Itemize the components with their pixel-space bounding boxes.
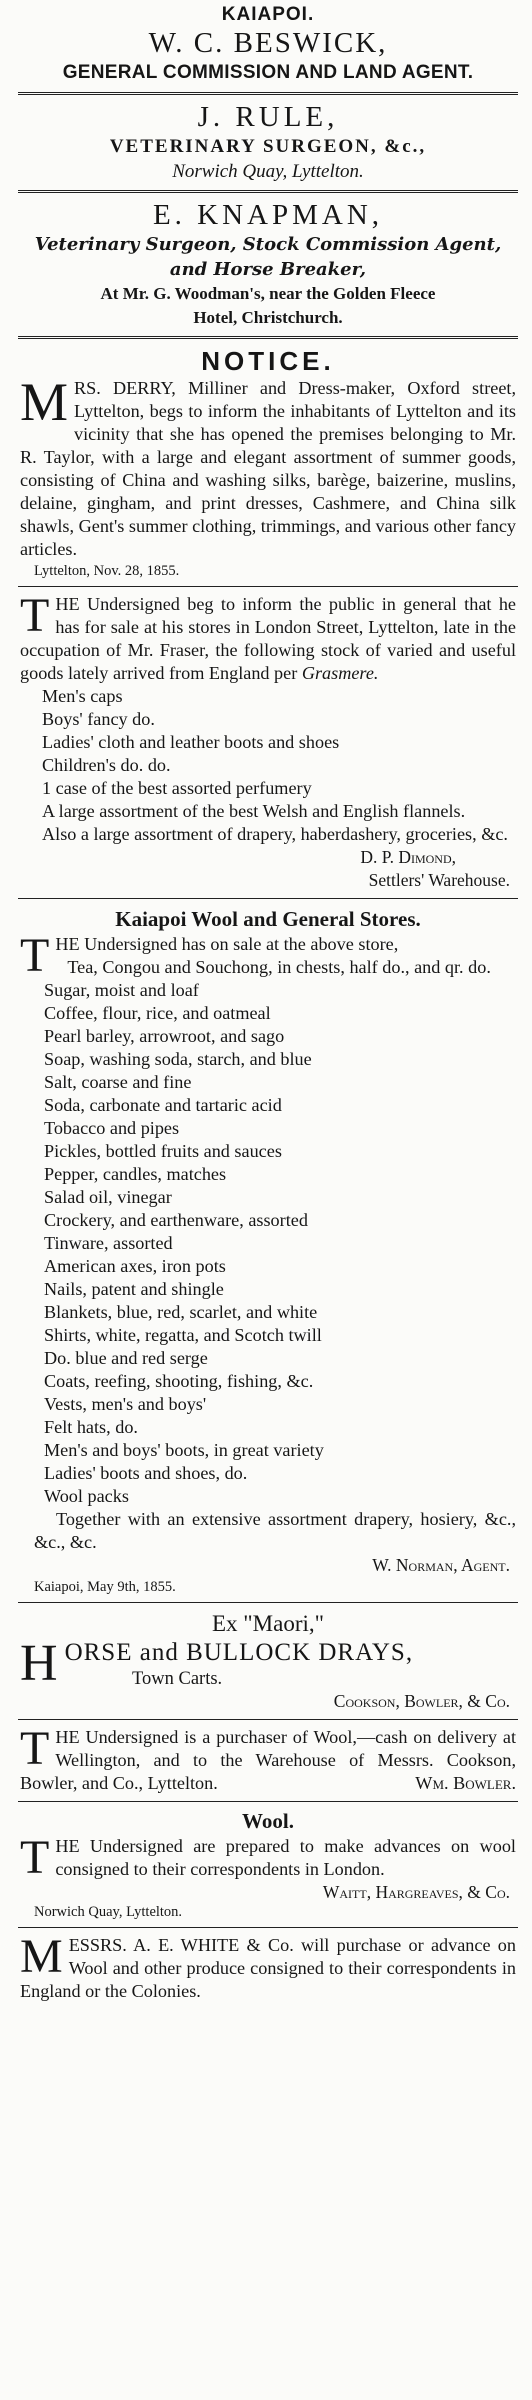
stores-dateline: Kaiapoi, May 9th, 1855. <box>34 1579 176 1595</box>
maori-line2: Town Carts. <box>132 1669 223 1689</box>
drop-cap: T <box>20 1831 50 1884</box>
list-item: Pepper, candles, matches <box>44 1164 227 1184</box>
knapman-line4: Hotel, Christchurch. <box>193 308 343 327</box>
bowler-text: HE Undersigned is a purchaser of Wool,—cash on delivery at Wellington, and to the Warehouse of Messrs. Cookson, Bowler, and Co., Lyttelton. <box>20 1727 516 1793</box>
notice-ad <box>18 345 518 580</box>
list-item: Men's caps <box>42 686 123 706</box>
maori-heading: Ex "Maori," <box>211 1611 325 1636</box>
knapman-ad <box>18 199 518 330</box>
list-item: Tobacco and pipes <box>44 1118 180 1138</box>
drop-cap: T <box>20 589 50 642</box>
list-item: Pearl barley, arrowroot, and sago <box>44 1026 285 1046</box>
dimond-sig-place: Settlers' Warehouse. <box>368 870 510 890</box>
list-item: Tinware, assorted <box>44 1233 173 1253</box>
white-ad <box>18 1930 518 2003</box>
drop-cap: M <box>20 1930 63 1983</box>
list-item: Coffee, flour, rice, and oatmeal <box>44 1003 271 1023</box>
list-item: Sugar, moist and loaf <box>44 980 199 1000</box>
list-item: Soap, washing soda, starch, and blue <box>44 1049 312 1069</box>
list-item: 1 case of the best assorted perfumery <box>42 778 312 798</box>
list-item: Boys' fancy do. <box>42 709 155 729</box>
dimond-sig-name: D. P. Dimond, <box>360 847 456 867</box>
list-item: Crockery, and earthenware, assorted <box>44 1210 308 1230</box>
knapman-line1: Veterinary Surgeon, Stock Commission Agent, <box>34 234 502 255</box>
notice-dateline: Lyttelton, Nov. 28, 1855. <box>34 563 180 579</box>
notice-heading: NOTICE. <box>201 346 335 376</box>
maori-sig: Cookson, Bowler, & Co. <box>333 1691 510 1711</box>
stores-items <box>20 979 516 1508</box>
knapman-name: E. KNAPMAN, <box>152 199 384 231</box>
beswick-title: GENERAL COMMISSION AND LAND AGENT. <box>62 62 474 83</box>
divider <box>18 92 518 95</box>
dimond-items <box>20 685 516 823</box>
divider <box>18 898 518 899</box>
wool-dateline: Norwich Quay, Lyttelton. <box>34 1904 183 1920</box>
bowler-body <box>20 1722 516 1795</box>
divider <box>18 1719 518 1720</box>
beswick-name: W. C. BESWICK, <box>148 27 388 59</box>
list-item: Salad oil, vinegar <box>44 1187 172 1207</box>
dimond-ship: Grasmere. <box>301 663 379 683</box>
bowler-sig: Wm. Bowler. <box>415 1773 516 1793</box>
wool-ad <box>18 1808 518 1921</box>
list-item: Salt, coarse and fine <box>44 1072 192 1092</box>
list-item: Pickles, bottled fruits and sauces <box>44 1141 282 1161</box>
maori-ad <box>18 1609 518 1713</box>
list-item: Shirts, white, regatta, and Scotch twill <box>44 1325 322 1345</box>
rule-title: VETERINARY SURGEON, &c., <box>109 136 427 157</box>
beswick-ad <box>18 4 518 86</box>
list-item: Ladies' boots and shoes, do. <box>44 1463 248 1483</box>
dimond-text: HE Undersigned beg to inform the public in general that he has for sale at his stores in London Street, Lyttelton, late in the occupation of Mr. Fraser, the following stock of varied and useful goods lately arrived from England per <box>20 594 516 683</box>
rule-name: J. RULE, <box>197 101 339 133</box>
divider <box>18 1801 518 1802</box>
list-item: Wool packs <box>44 1486 129 1506</box>
list-item: Nails, patent and shingle <box>44 1279 224 1299</box>
list-item: Soda, carbonate and tartaric acid <box>44 1095 282 1115</box>
stores-together: Together with an extensive assortment drapery, hosiery, &c., &c., &c. <box>34 1509 516 1552</box>
dimond-ad <box>18 589 518 892</box>
list-item: Blankets, blue, red, scarlet, and white <box>44 1302 318 1322</box>
list-item: Men's and boys' boots, in great variety <box>44 1440 324 1460</box>
bowler-ad <box>18 1722 518 1795</box>
drop-cap: M <box>20 372 69 432</box>
list-item: Ladies' cloth and leather boots and shoes <box>42 732 340 752</box>
white-text: ESSRS. A. E. WHITE & Co. will purchase or advance on Wool and other produce consigned to their correspondents in England or the Colonies. <box>20 1935 516 2001</box>
stores-intro-text: HE Undersigned has on sale at the above store, <box>55 934 399 954</box>
drop-cap: T <box>20 929 50 982</box>
notice-body <box>20 372 516 561</box>
stores-sig: W. Norman, Agent. <box>372 1555 510 1575</box>
dimond-intro <box>20 589 516 685</box>
newspaper-column <box>18 0 518 2003</box>
list-item: American axes, iron pots <box>44 1256 226 1276</box>
stores-heading: Kaiapoi Wool and General Stores. <box>115 907 421 931</box>
wool-heading: Wool. <box>242 1809 294 1833</box>
list-item: A large assortment of the best Welsh and English flannels. <box>42 801 466 821</box>
wool-body <box>20 1831 516 1884</box>
list-item: Coats, reefing, shooting, fishing, &c. <box>44 1371 314 1391</box>
divider <box>18 190 518 193</box>
stores-tea: Tea, Congou and Souchong, in chests, half do., and qr. do. <box>67 957 491 977</box>
list-item: Vests, men's and boys' <box>44 1394 207 1414</box>
divider <box>18 1927 518 1928</box>
wool-sig: Waitt, Hargreaves, & Co. <box>322 1882 510 1902</box>
wool-text: HE Undersigned are prepared to make advances on wool consigned to their correspondents in London. <box>55 1836 516 1879</box>
list-item: Children's do. do. <box>42 755 171 775</box>
kaiapoi-stores-ad <box>18 905 518 1596</box>
knapman-line2: and Horse Breaker, <box>169 259 367 280</box>
dimond-also: Also a large assortment of drapery, haberdashery, groceries, &c. <box>42 824 508 844</box>
drop-cap: H <box>20 1635 59 1692</box>
notice-text: RS. DERRY, Milliner and Dress-maker, Oxford street, Lyttelton, begs to inform the inhabitants of Lyttelton and its vicinity that she has opened the premises belonging to Mr. R. Taylor, with a large and elegant assortment of summer goods, consisting of China and washing silks, barège, baizerine, muslins, delaine, gingham, and print dresses, Cashmere, and China silk shawls, Gent's summer clothing, trimmings, and various other fancy articles. <box>20 378 516 559</box>
knapman-line3: At Mr. G. Woodman's, near the Golden Fleece <box>100 284 436 303</box>
white-body <box>20 1930 516 2003</box>
beswick-place: KAIAPOI. <box>221 4 315 25</box>
divider <box>18 586 518 587</box>
divider <box>18 1602 518 1603</box>
rule-address: Norwich Quay, Lyttelton. <box>172 161 364 182</box>
list-item: Felt hats, do. <box>44 1417 138 1437</box>
divider <box>18 336 518 339</box>
rule-ad <box>18 101 518 184</box>
list-item: Do. blue and red serge <box>44 1348 208 1368</box>
maori-line1: ORSE and BULLOCK DRAYS, <box>64 1639 414 1666</box>
drop-cap: T <box>20 1722 50 1775</box>
